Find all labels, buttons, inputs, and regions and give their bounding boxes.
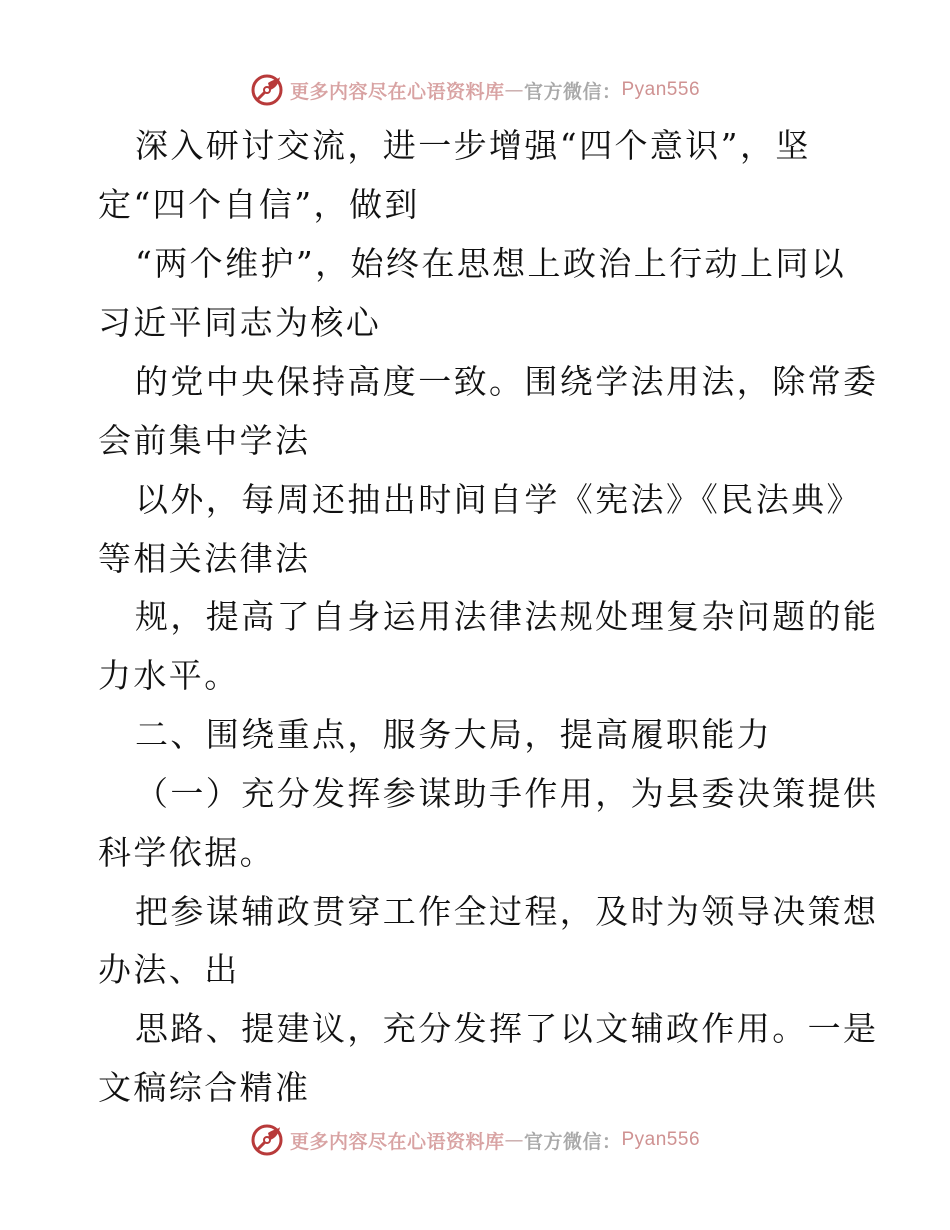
quill-pen-logo-icon [250,73,284,107]
text-line: 以外，每周还抽出时间自学《宪法》《民法典》 [135,480,862,519]
watermark-text [290,77,700,104]
text-line: 科学依据。 [98,833,275,872]
text-line: 习近平同志为核心 [98,303,382,342]
header-watermark [0,70,950,110]
text-line: 规，提高了自身运用法律法规处理复杂问题的能 [135,597,879,636]
text-line: 深入研讨交流，进一步增强“四个意识”，坚 [135,126,811,165]
text-line: 定“四个自信”，做到 [98,185,420,224]
subsection-heading: （一）充分发挥参谋助手作用，为县委决策提供 [135,774,879,813]
watermark-wechat-id: Pyan556 [621,1129,701,1150]
text-line: “两个维护”，始终在思想上政治上行动上同以 [135,244,847,283]
watermark-cn: 更多内容尽在心语资料库 [289,1130,505,1153]
watermark-separator: — [504,79,524,101]
footer-watermark [0,1120,950,1160]
text-line: 办法、出 [98,950,240,989]
text-line: 思路、提建议，充分发挥了以文辅政作用。一是 [135,1009,879,1048]
text-line: 的党中央保持高度一致。围绕学法用法，除常委 [135,362,879,401]
quill-pen-logo-icon [250,1123,284,1157]
text-line: 力水平。 [98,656,240,695]
text-line: 会前集中学法 [98,421,311,460]
section-heading: 二、围绕重点，服务大局，提高履职能力 [135,715,773,754]
watermark-separator: — [504,1129,524,1151]
text-line: 文稿综合精准 [98,1068,311,1107]
text-line: 等相关法律法 [98,539,311,578]
watermark-cn: 更多内容尽在心语资料库 [289,80,505,103]
watermark-wechat-label: 官方微信： [523,1130,622,1153]
text-line: 把参谋辅政贯穿工作全过程，及时为领导决策想 [135,892,879,931]
watermark-wechat-label: 官方微信： [523,80,622,103]
watermark-text [290,1127,700,1154]
watermark-wechat-id: Pyan556 [621,79,701,100]
